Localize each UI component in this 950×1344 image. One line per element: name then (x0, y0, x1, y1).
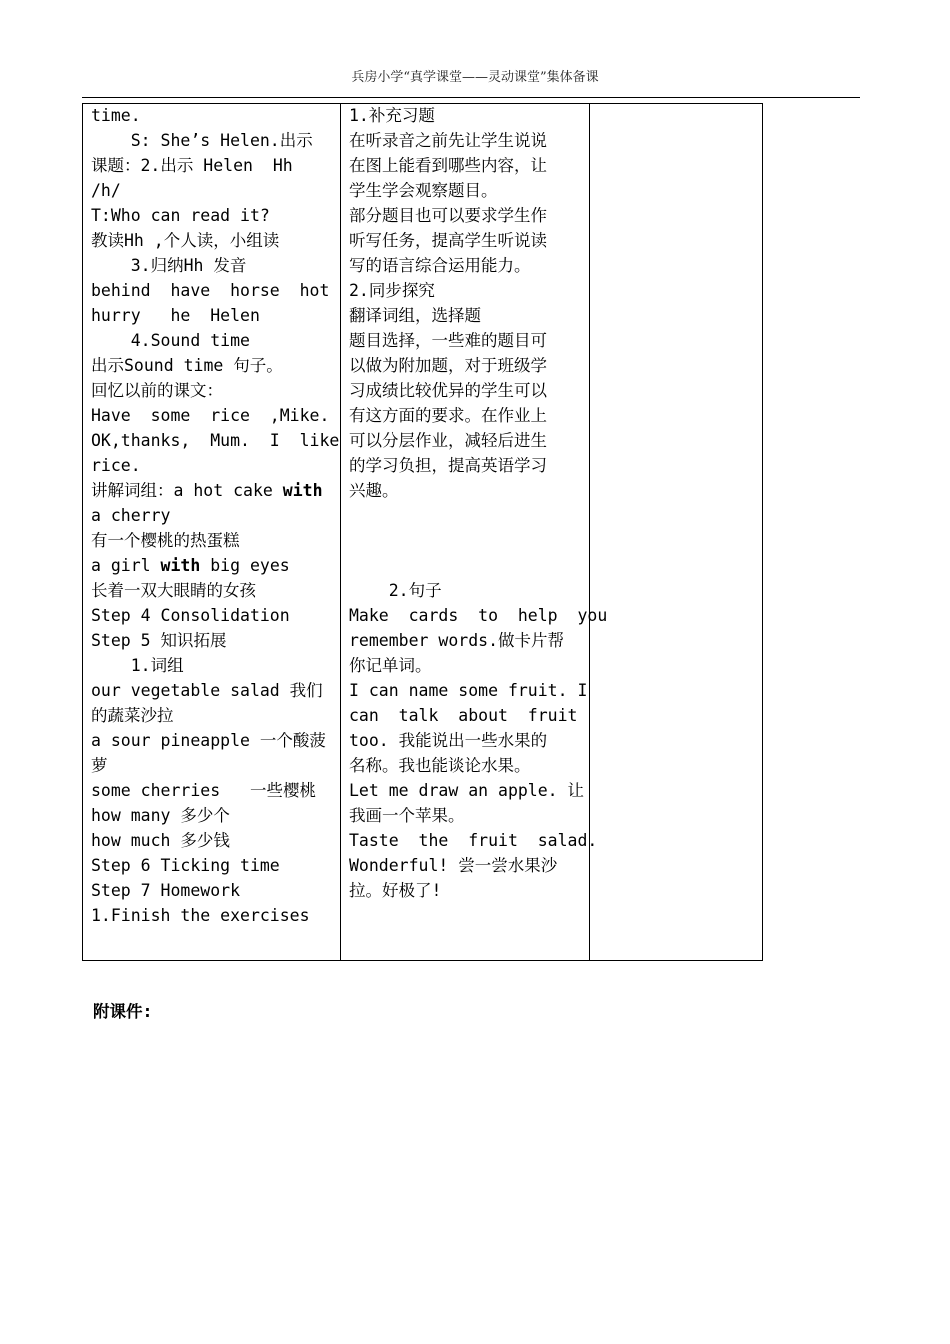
text-line: 在听录音之前先让学生说说 (349, 131, 547, 150)
text-line: 的学习负担，提高英语学习 (349, 456, 547, 475)
text-line: time. (91, 106, 141, 125)
text-line: 写的语言综合运用能力。 (349, 256, 531, 275)
blank-line (349, 528, 580, 553)
text-line: 课题：2.出示 Helen Hh (91, 156, 293, 175)
text-line: hurry he Helen (91, 306, 260, 325)
text-line: 出示Sound time 句子。 (91, 356, 283, 375)
text-segment: a girl (91, 556, 161, 575)
text-line: 1.Finish the exercises (91, 906, 310, 925)
text-line: 翻译词组，选择题 (349, 306, 481, 325)
text-line: too. 我能说出一些水果的 (349, 731, 548, 750)
text-line: 3.归纳Hh 发音 (91, 256, 247, 275)
text-segment: 讲解词组：a hot cake (91, 481, 283, 500)
text-line: OK,thanks, Mum. I like (91, 431, 340, 450)
text-line: Step 4 Consolidation (91, 606, 290, 625)
header-rule (82, 97, 860, 98)
text-line: 教读Hh ,个人读，小组读 (91, 231, 280, 250)
text-segment: big eyes (200, 556, 290, 575)
bold-word: with (282, 481, 323, 500)
text-line: Have some rice ,Mike. (91, 406, 330, 425)
text-line: 兴趣。 (349, 481, 399, 500)
text-line: 部分题目也可以要求学生作 (349, 206, 547, 225)
text-line: 听写任务，提高学生听说读 (349, 231, 547, 250)
text-line: 2.同步探究 (349, 281, 435, 300)
text-line: 习成绩比较优异的学生可以 (349, 381, 547, 400)
text-line: Step 5 知识拓展 (91, 631, 227, 650)
text-line: a cherry (91, 506, 171, 525)
column-1-text (91, 103, 340, 928)
text-line: 回忆以前的课文： (91, 381, 223, 400)
text-line: behind have horse hot (91, 281, 330, 300)
text-line: 在图上能看到哪些内容，让 (349, 156, 547, 175)
text-line: T:Who can read it? (91, 206, 270, 225)
text-line: Wonderful! 尝一尝水果沙 (349, 856, 558, 875)
text-line: how much 多少钱 (91, 831, 230, 850)
blank-line (349, 553, 580, 578)
text-line: 萝 (91, 756, 108, 775)
attachment-label: 附课件: (93, 1002, 153, 1021)
text-line: I can name some fruit. I (349, 681, 588, 700)
text-line: how many 多少个 (91, 806, 230, 825)
text-line: 有这方面的要求。在作业上 (349, 406, 547, 425)
text-line: 1.词组 (91, 656, 184, 675)
text-line: Taste the fruit salad. (349, 831, 598, 850)
text-line: remember words.做卡片帮 (349, 631, 565, 650)
text-line: 题目选择，一些难的题目可 (349, 331, 547, 350)
blank-line (349, 503, 580, 528)
text-line: a sour pineapple 一个酸菠 (91, 731, 326, 750)
text-line: Make cards to help you (349, 606, 608, 625)
text-line: 你记单词。 (349, 656, 432, 675)
text-line: 的蔬菜沙拉 (91, 706, 174, 725)
text-line: 可以分层作业，减轻后进生 (349, 431, 547, 450)
text-line: 长着一双大眼睛的女孩 (91, 581, 256, 600)
text-line: 4.Sound time (91, 331, 250, 350)
text-line: /h/ (91, 181, 121, 200)
text-line: can talk about fruit (349, 706, 578, 725)
column-2-text (349, 103, 608, 903)
text-line: 以做为附加题，对于班级学 (349, 356, 547, 375)
table-column-empty (589, 103, 763, 961)
text-line: rice. (91, 456, 141, 475)
text-line: 拉。好极了! (349, 881, 442, 900)
page-header: 兵房小学“真学课堂——灵动课堂”集体备课 (351, 70, 599, 85)
text-line: 1.补充习题 (349, 106, 435, 125)
text-line: some cherries 一些樱桃 (91, 781, 316, 800)
text-line: 有一个樱桃的热蛋糕 (91, 531, 240, 550)
text-line: 名称。我也能谈论水果。 (349, 756, 531, 775)
text-line: our vegetable salad 我们 (91, 681, 323, 700)
text-line: Step 6 Ticking time (91, 856, 280, 875)
text-line: 2.句子 (349, 581, 442, 600)
text-line (91, 478, 331, 503)
text-line (91, 553, 331, 578)
text-line: 我画一个苹果。 (349, 806, 465, 825)
text-line: 学生学会观察题目。 (349, 181, 498, 200)
text-line: Step 7 Homework (91, 881, 241, 900)
text-line: S: She’s Helen.出示 (91, 131, 313, 150)
text-line: Let me draw an apple. 让 (349, 781, 585, 800)
bold-word: with (160, 556, 201, 575)
